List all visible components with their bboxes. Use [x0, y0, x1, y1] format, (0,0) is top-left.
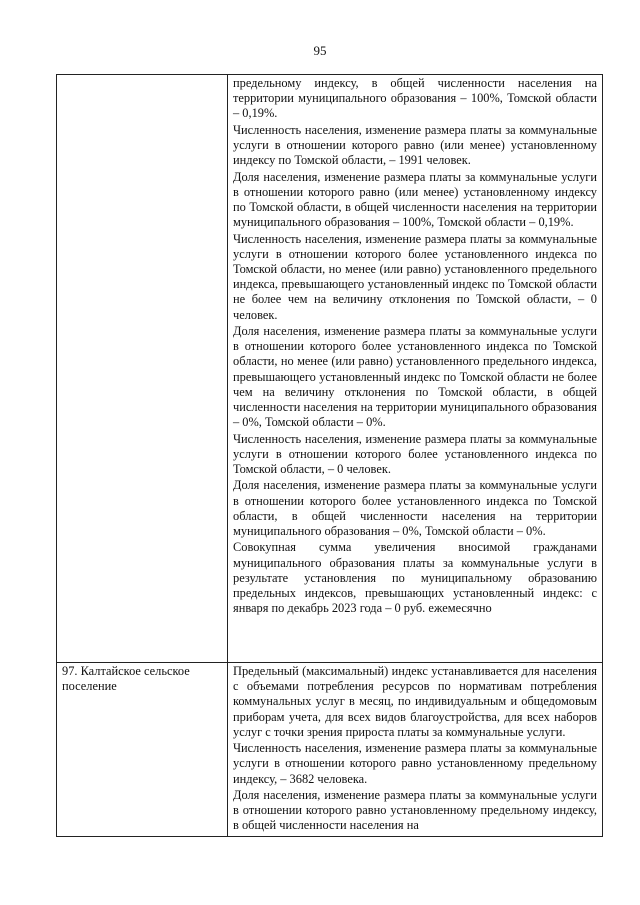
indices-table	[56, 74, 603, 837]
table-row	[57, 663, 603, 837]
paragraph: Численность населения, изменение размера платы за коммунальные услуги в отношении которого равно (или менее) установленному индексу по Томской области, – 1991 человек.	[233, 122, 597, 168]
paragraph: предельному индексу, в общей численности населения на территории муниципального образования – 100%, Томской области – 0,19%.	[233, 76, 597, 121]
paragraph: Доля населения, изменение размера платы за коммунальные услуги в отношении которого равно (или менее) установленному индексу по Томской области, в общей численности населения на территории муниципального образования – 100%, Томской области – 0,19%.	[233, 169, 597, 230]
paragraph: Численность населения, изменение размера платы за коммунальные услуги в отношении которого равно установленному предельному индексу, – 3682 человека.	[233, 741, 597, 786]
municipality-cell	[57, 75, 228, 663]
paragraph: Численность населения, изменение размера платы за коммунальные услуги в отношении которого более установленного индекса по Томской области, но менее (или равно) установленного предельного индекса, превышающего установленный индекс по Томской области не более чем на величину отклонения по Томской области, – 0 человек.	[233, 231, 597, 322]
municipality-name: 97. Калтайское сельское поселение	[62, 664, 190, 694]
paragraph: Доля населения, изменение размера платы за коммунальные услуги в отношении которого более установленного индекса по Томской области, в общей численности населения на территории муниципального образования – 0%, Томской области – 0%.	[233, 478, 597, 539]
paragraph: Совокупная сумма увеличения вносимой гражданами муниципального образования платы за коммунальные услуги в результате установления по муниципальному образованию предельных индексов, превышающих установленный индекс: с января по декабрь 2023 года – 0 руб. ежемесячно	[233, 540, 597, 616]
description-cell	[228, 75, 603, 663]
description-cell	[228, 663, 603, 837]
page-number: 95	[313, 43, 327, 58]
paragraph: Численность населения, изменение размера платы за коммунальные услуги в отношении которого более установленного индекса по Томской области, – 0 человек.	[233, 431, 597, 477]
table-row	[57, 75, 603, 663]
municipality-cell	[57, 663, 228, 837]
paragraph: Доля населения, изменение размера платы за коммунальные услуги в отношении которого равно установленному предельному индексу, в общей численности населения на	[233, 788, 597, 833]
paragraph: Предельный (максимальный) индекс устанавливается для населения с объемами потребления ресурсов по нормативам потребления коммунальных услуг в месяц, по индивидуальным и общедомовым приборам учета, для всех видов благоустройства, для всех наборов услуг с точки зрения прироста платы за коммунальные услуги.	[233, 664, 597, 739]
paragraph: Доля населения, изменение размера платы за коммунальные услуги в отношении которого более установленного индекса по Томской области, но менее (или равно) установленного предельного индекса, превышающего установленный индекс по Томской области не более чем на величину отклонения по Томской области, в общей численности населения на территории муниципального образования – 0%, Томской области – 0%.	[233, 324, 597, 430]
